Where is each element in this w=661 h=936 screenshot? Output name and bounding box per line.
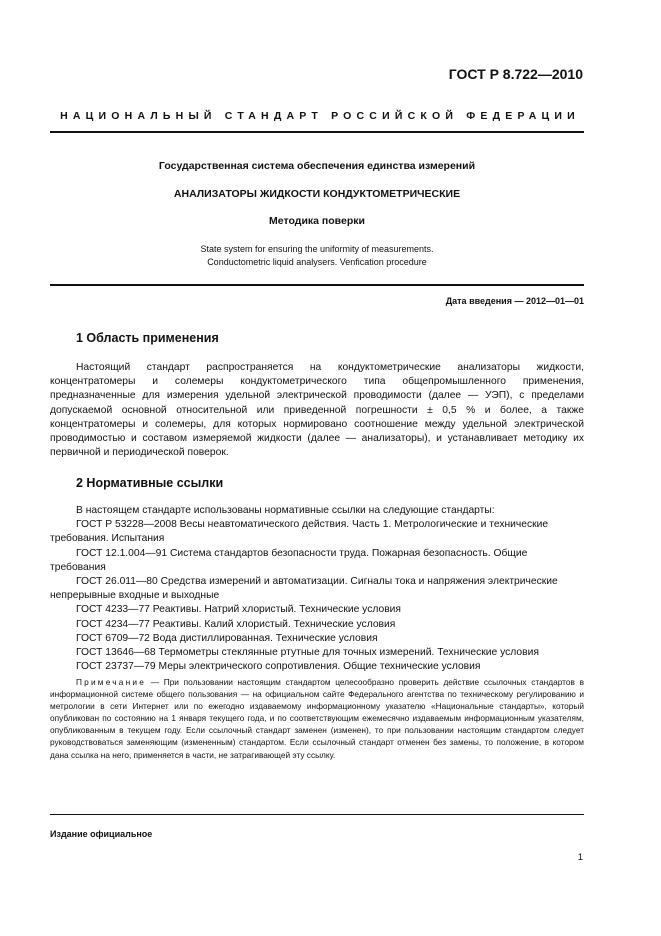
reference-item: ГОСТ 13646—68 Термометры стеклянные ртутные для точных измерений. Технические условия — [76, 647, 539, 659]
reference-item: ГОСТ 26.011—80 Средства измерений и автоматизации. Сигналы тока и напряжения электрические непрерывные входные и выходные — [50, 576, 558, 602]
title-subtitle: Методика поверки — [269, 215, 365, 227]
national-standard-banner: НАЦИОНАЛЬНЫЙ СТАНДАРТ РОССИЙСКОЙ ФЕДЕРАЦИИ — [60, 110, 580, 122]
title-english-line-1: State system for ensuring the uniformity of measurements. — [200, 244, 434, 254]
footer-rule — [50, 814, 584, 815]
title-english-line-2: Conductometric liquid analysers. Venfication procedure — [207, 257, 427, 267]
section-1-heading: 1 Область применения — [76, 331, 219, 345]
references-list — [50, 504, 584, 674]
references-intro: В настоящем стандарте использованы нормативные ссылки на следующие стандарты: — [76, 505, 495, 516]
title-system: Государственная система обеспечения единства измерений — [158, 160, 476, 172]
section-2-heading: 2 Нормативные ссылки — [76, 476, 224, 490]
reference-item: ГОСТ 4233—77 Реактивы. Натрий хлористый. Технические условия — [76, 604, 401, 616]
title-bottom-rule — [50, 284, 584, 286]
reference-item: ГОСТ 6709—72 Вода дистиллированная. Технические условия — [76, 632, 378, 644]
note-text: — При пользовании настоящим стандартом целесообразно проверить действие ссылочных стандартов в информационной системе общего пользования — на официальном сайте Федерального агентства по техническому регулированию и метрологии в сети Интернет или по ежегодно издаваемому информационному указателю «Национальные стандарты», который опубликован по состоянию на 1 января текущего года, и по соответствующим ежемесячно издаваемым информационным указателям, опубликованным в текущем году. Если ссылочный стандарт заменен (изменен), то при пользовании настоящим стандартом следует руководствоваться заменяющим (измененным) стандартом. Если ссылочный стандарт отменен без замены, то положение, в котором дана ссылка на него, применяется в части, не затрагивающей эту ссылку. — [50, 677, 584, 760]
document-code: ГОСТ Р 8.722—2010 — [448, 66, 583, 82]
introduction-date: Дата введения — 2012—01—01 — [445, 296, 584, 306]
references-note — [50, 676, 584, 761]
top-rule — [50, 131, 584, 133]
official-edition-label: Издание официальное — [50, 829, 153, 839]
reference-item: ГОСТ Р 53228—2008 Весы неавтоматического действия. Часть 1. Метрологические и технические требования. Испытания — [50, 519, 549, 545]
page-number: 1 — [577, 852, 583, 863]
title-main: АНАЛИЗАТОРЫ ЖИДКОСТИ КОНДУКТОМЕТРИЧЕСКИЕ — [173, 188, 461, 200]
reference-item: ГОСТ 4234—77 Реактивы. Калий хлористый. Технические условия — [76, 618, 396, 630]
section-1-paragraph: Настоящий стандарт распространяется на кондуктометрические анализаторы жидкости, концентратомеры и солемеры кондуктометрического типа общепромышленного применения, предназначенные для измерения удельной электрической проводимости (далее — УЭП), с пределами допускаемой основной относительной или приведенной погрешности ± 0,5 % и более, а также концентратомеры и солемеры, для которых нормировано соотношение между удельной электрической проводимостью и составом измеряемой жидкости (далее — анализаторы), и устанавливает методику их первичной и периодической поверок. — [50, 362, 584, 459]
note-label: Примечание — [76, 677, 147, 687]
title-english — [50, 243, 584, 269]
note-paragraph — [50, 676, 584, 761]
section-1-body — [50, 361, 584, 460]
reference-item: ГОСТ 23737—79 Меры электрического сопротивления. Общие технические условия — [76, 661, 481, 673]
reference-item: ГОСТ 12.1.004—91 Система стандартов безопасности труда. Пожарная безопасность. Общие требования — [50, 547, 528, 573]
